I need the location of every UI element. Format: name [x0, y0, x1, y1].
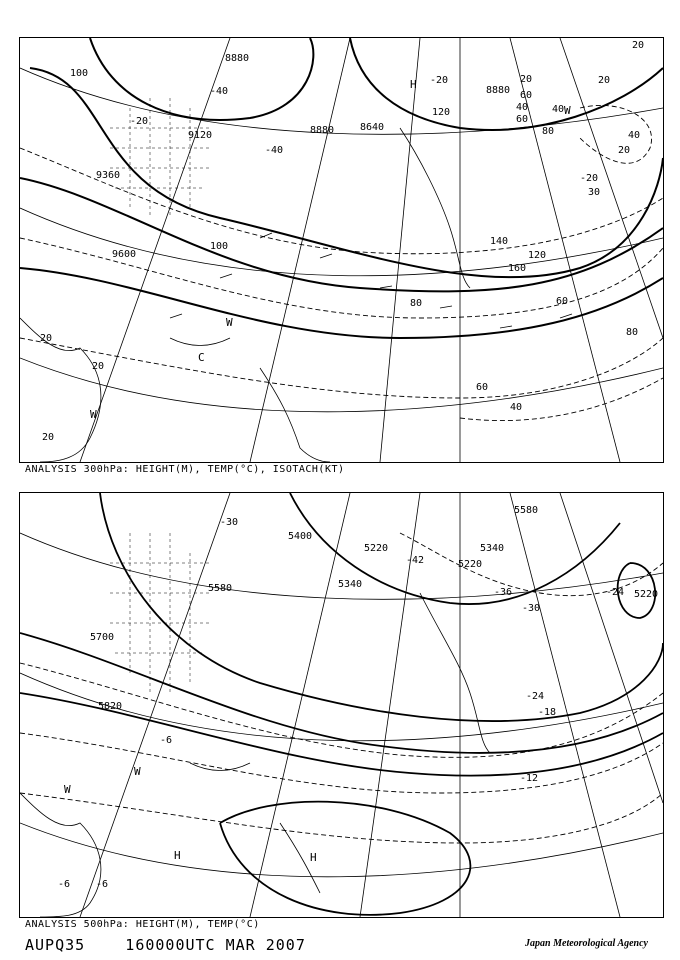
- height-label: 8880: [225, 53, 250, 64]
- isotach-label: 20: [618, 145, 631, 156]
- chart-300hpa-map: [20, 38, 663, 462]
- temp-label: -40: [210, 86, 229, 97]
- isotach-label: 120: [528, 250, 547, 261]
- isotach-label: 60: [476, 382, 489, 393]
- warm-center: W: [134, 765, 141, 778]
- chart-500hpa-map: [20, 493, 663, 917]
- isotach-label: 160: [508, 263, 527, 274]
- isotach-label: 80: [410, 298, 423, 309]
- product-code: AUPQ35 160000UTC MAR 2007: [25, 936, 306, 954]
- temp-label: -30: [522, 603, 541, 614]
- temp-label: -12: [520, 773, 539, 784]
- temp-label: -18: [538, 707, 557, 718]
- isotach-label: 60: [556, 296, 569, 307]
- chart-500hpa: [19, 492, 664, 918]
- isotach-label: 80: [542, 126, 555, 137]
- temp-label: -20: [580, 173, 599, 184]
- isotach-label: 20: [632, 40, 645, 51]
- isotach-label: 60: [520, 90, 533, 101]
- temp-label: -20: [430, 75, 449, 86]
- height-labels: [90, 505, 658, 712]
- height-label: 5220: [458, 559, 483, 570]
- temp-label: -24: [606, 587, 625, 598]
- height-label: 5820: [98, 701, 123, 712]
- temp-label: -6: [58, 879, 71, 890]
- height-label: 9600: [112, 249, 137, 260]
- temp-label: -36: [494, 587, 513, 598]
- isotach-label: 40: [628, 130, 641, 141]
- isotach-label: 40: [510, 402, 523, 413]
- height-label: 9120: [188, 130, 213, 141]
- temp-label: -24: [526, 691, 545, 702]
- temp-label: -6: [96, 879, 109, 890]
- height-label: 9360: [96, 170, 121, 181]
- height-label: 5220: [634, 589, 659, 600]
- isotach-label: 120: [432, 107, 451, 118]
- isotach-label: 30: [588, 187, 601, 198]
- height-label: 5340: [338, 579, 363, 590]
- chart-500hpa-caption: ANALYSIS 500hPa: HEIGHT(M), TEMP(°C): [25, 919, 260, 930]
- height-label: 8880: [310, 125, 335, 136]
- high-center: H: [410, 78, 417, 91]
- pressure-centers: [64, 765, 317, 864]
- warm-center: W: [226, 316, 233, 329]
- height-label: 5700: [90, 632, 115, 643]
- warm-center: W: [64, 783, 71, 796]
- isotach-label: 100: [70, 68, 89, 79]
- temp-label: -40: [265, 145, 284, 156]
- temp-label: -6: [160, 735, 173, 746]
- warm-center: W: [564, 104, 571, 117]
- isotach-label: 40: [516, 102, 529, 113]
- warm-center: W: [90, 408, 97, 421]
- chart-300hpa: [19, 37, 664, 463]
- isotach-label: 140: [490, 236, 509, 247]
- height-label: 8880: [486, 85, 511, 96]
- temp-label: -42: [406, 555, 425, 566]
- isotach-label: 20: [92, 361, 105, 372]
- height-label: 5220: [364, 543, 389, 554]
- high-center: H: [174, 849, 181, 862]
- isotach-label: 100: [210, 241, 229, 252]
- chart-300hpa-caption: ANALYSIS 300hPa: HEIGHT(M), TEMP(°C), ISOTACH(KT): [25, 464, 345, 475]
- height-label: 5580: [514, 505, 539, 516]
- height-label: 5400: [288, 531, 313, 542]
- isotach-contours: [20, 105, 663, 420]
- isotach-label: 20: [598, 75, 611, 86]
- height-label: 5580: [208, 583, 233, 594]
- isotach-label: 60: [516, 114, 529, 125]
- hatch-area: [110, 98, 213, 218]
- isotach-label: 80: [626, 327, 639, 338]
- isotach-labels: [40, 40, 644, 443]
- isotach-label: 20: [42, 432, 55, 443]
- isotach-label: 20: [40, 333, 53, 344]
- temp-label: -20: [130, 116, 149, 127]
- high-center: H: [310, 851, 317, 864]
- isotach-label: 20: [520, 74, 533, 85]
- agency-name: Japan Meteorological Agency: [525, 938, 648, 949]
- isotach-label: 40: [552, 104, 565, 115]
- temp-label: -30: [220, 517, 239, 528]
- height-label: 8640: [360, 122, 385, 133]
- cold-center: C: [198, 351, 205, 364]
- height-label: 5340: [480, 543, 505, 554]
